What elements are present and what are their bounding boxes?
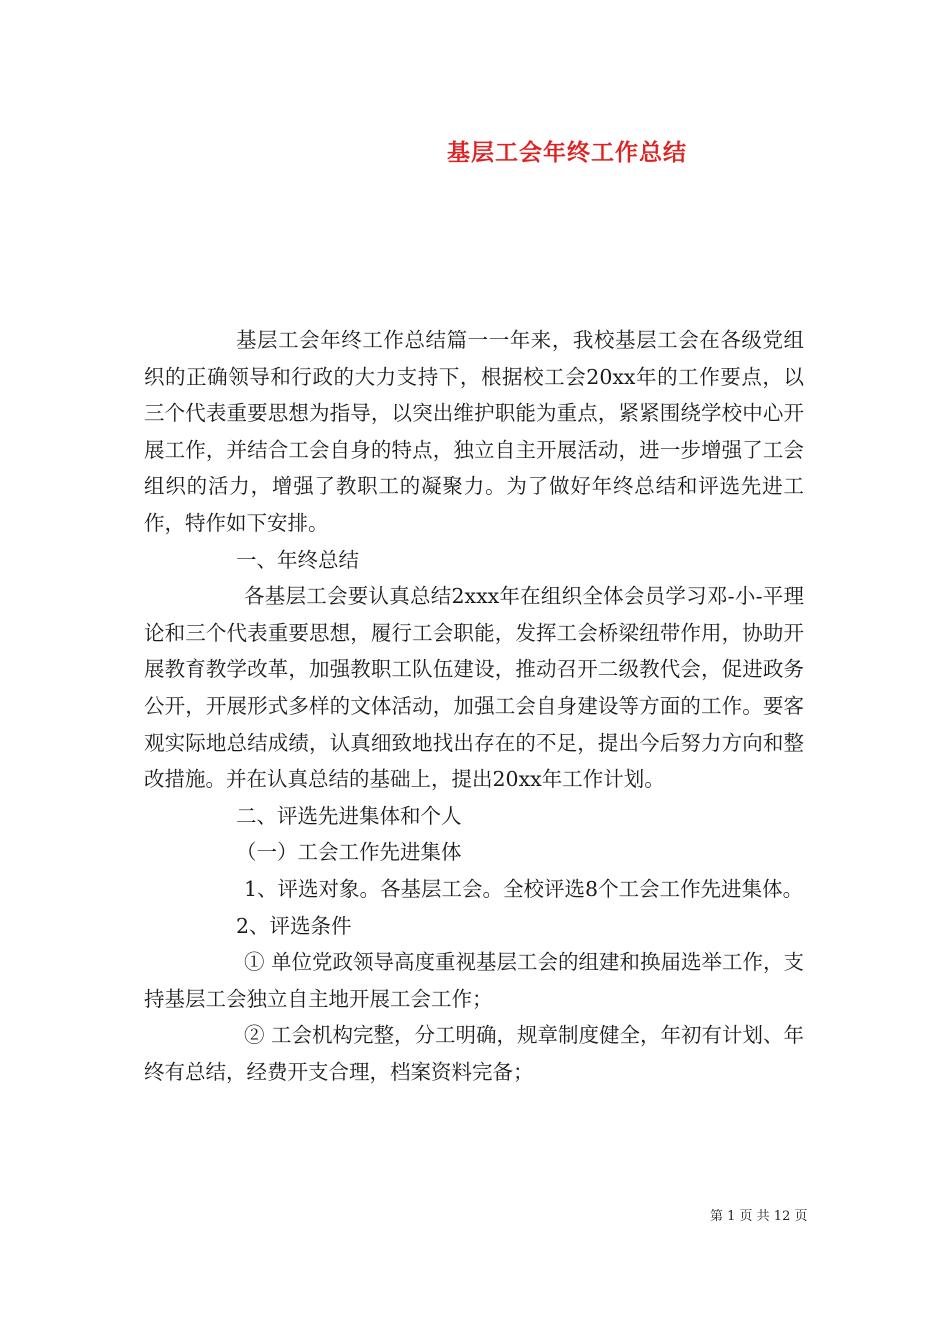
paragraph-intro: 基层工会年终工作总结篇一一年来，我校基层工会在各级党组织的正确领导和行政的大力支持下，根据校工会20xx年的工作要点，以三个代表重要思想为指导，以突出维护职能为重点，紧紧围绕学校中心开展工作，并结合工会自身的特点，独立自主开展活动，进一步增强了工会组织的活力，增强了教职工的凝聚力。为了做好年终总结和评选先进工作，特作如下安排。	[144, 328, 804, 535]
heading-selection-conditions: 2、评选条件	[236, 913, 352, 938]
document-title: 基层工会年终工作总结	[447, 139, 687, 166]
document-body	[144, 322, 804, 1090]
heading-advanced-collective: （一）工会工作先进集体	[236, 840, 462, 865]
heading-selection: 二、评选先进集体和个人	[236, 803, 462, 828]
paragraph-summary: 各基层工会要认真总结2xxx年在组织全体会员学习邓-小-平理论和三个代表重要思想，履行工会职能，发挥工会桥梁纽带作用，协助开展教育教学改革，加强教职工队伍建设，推动召开二级教代会，促进政务公开，开展形式多样的文体活动，加强工会自身建设等方面的工作。要客观实际地总结成绩，认真细致地找出存在的不足，提出今后努力方向和整改措施。并在认真总结的基础上，提出20xx年工作计划。	[144, 584, 804, 792]
paragraph-selection-target: 1、评选对象。各基层工会。全校评选8个工会工作先进集体。	[244, 876, 804, 901]
heading-year-end-summary: 一、年终总结	[236, 547, 359, 572]
paragraph-condition-1: ① 单位党政领导高度重视基层工会的组建和换届选举工作，支持基层工会独立自主地开展工会工作；	[144, 950, 805, 1011]
page-footer: 第 1 页 共 12 页	[710, 1209, 808, 1224]
paragraph-condition-2: ② 工会机构完整，分工明确，规章制度健全，年初有计划、年终有总结，经费开支合理，档案资料完备；	[144, 1023, 805, 1084]
